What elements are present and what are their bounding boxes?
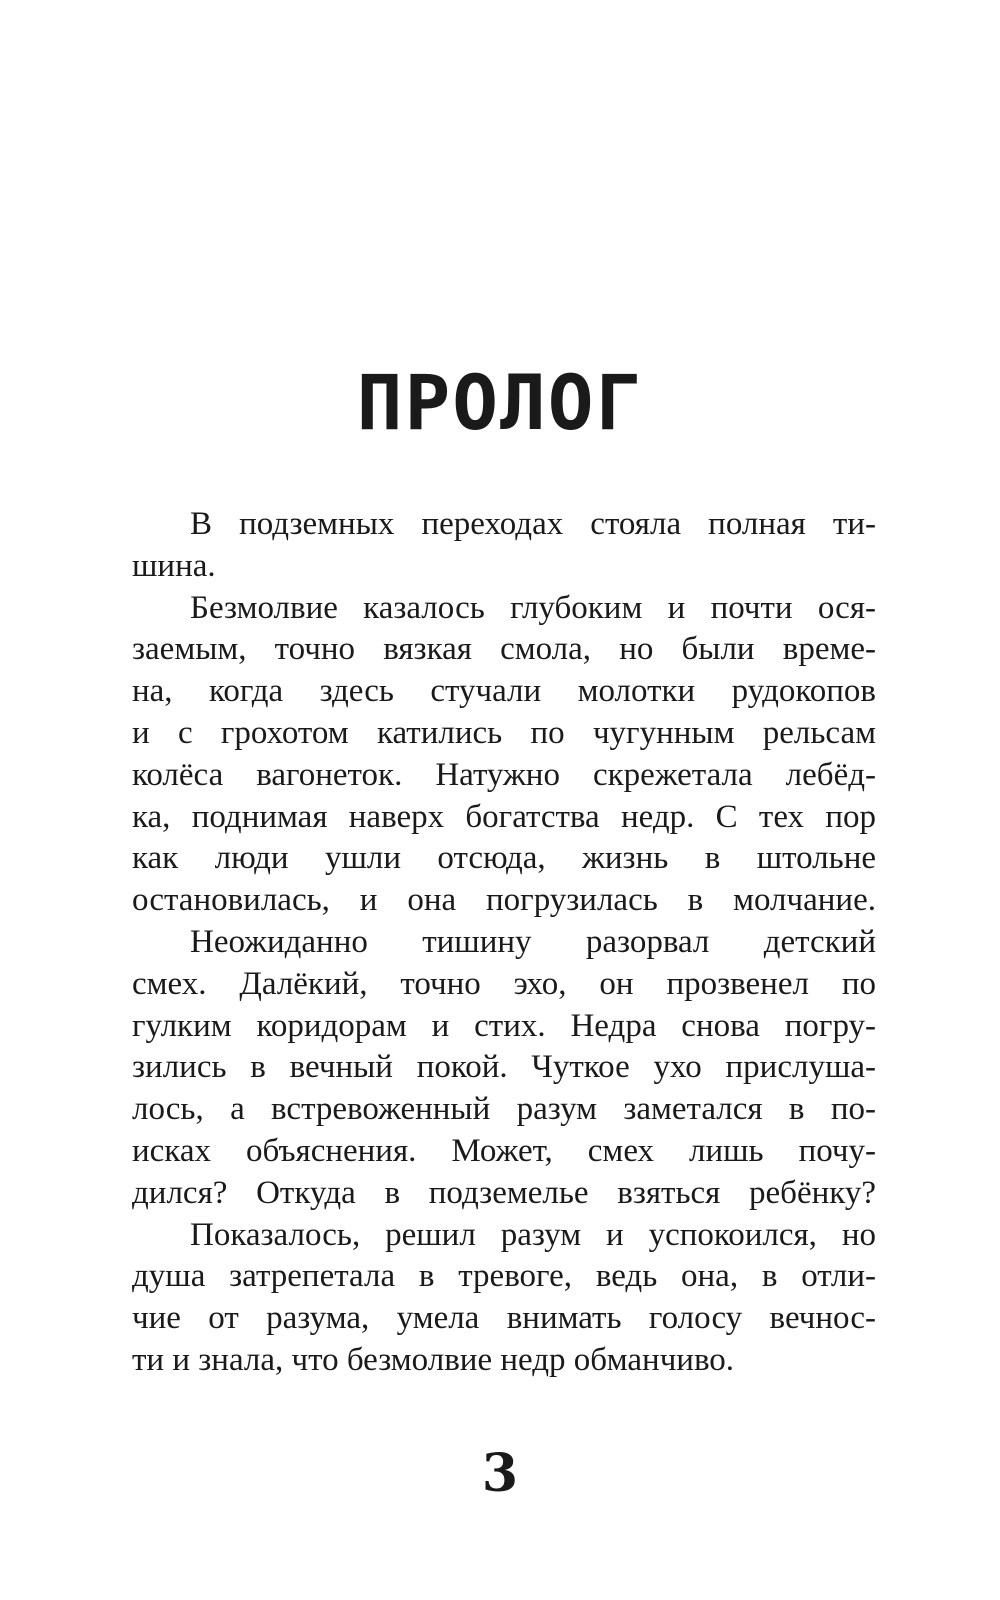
text-line: остановилась, и она погрузилась в молчание.: [132, 882, 876, 919]
text-line: зились в вечный покой. Чуткое ухо прислуша-: [132, 1049, 876, 1086]
text-line: и с грохотом катились по чугунным рельсам: [132, 714, 876, 751]
chapter-text: [132, 504, 876, 1382]
text-line: исках объяснения. Может, смех лишь почу-: [132, 1132, 876, 1169]
text-line: чие от разума, умела внимать голосу вечнос-: [132, 1300, 876, 1337]
text-line: колёса вагонеток. Натужно скрежетала лебёд-: [132, 756, 876, 793]
text-line: Неожиданно тишину разорвал детский: [190, 923, 876, 960]
text-line: Показалось, решил разум и успокоился, но: [190, 1216, 876, 1253]
text-line: ти и знала, что безмолвие недр обманчиво.: [132, 1341, 735, 1378]
text-line: душа затрепетала в тревоге, ведь она, в отли-: [132, 1258, 876, 1295]
text-line: шина.: [132, 547, 216, 584]
text-line: как люди ушли отсюда, жизнь в штольне: [132, 840, 876, 877]
text-line: заемым, точно вязкая смола, но были време-: [132, 631, 876, 668]
text-line: на, когда здесь стучали молотки рудокопов: [132, 673, 876, 710]
text-line: дился? Откуда в подземелье взяться ребёнку?: [132, 1174, 876, 1211]
text-line: Безмолвие казалось глубоким и почти ося-: [190, 589, 876, 626]
chapter-title: ПРОЛОГ: [356, 358, 644, 447]
text-line: лось, а встревоженный разум заметался в по-: [132, 1091, 876, 1128]
page-number: 3: [481, 1443, 519, 1504]
text-line: ка, поднимая наверх богатства недр. С тех пор: [132, 798, 876, 835]
text-line: гулким коридорам и стих. Недра снова погру-: [132, 1007, 876, 1044]
text-line: смех. Далёкий, точно эхо, он прозвенел по: [132, 965, 876, 1002]
text-line: В подземных переходах стояла полная ти-: [190, 506, 876, 542]
